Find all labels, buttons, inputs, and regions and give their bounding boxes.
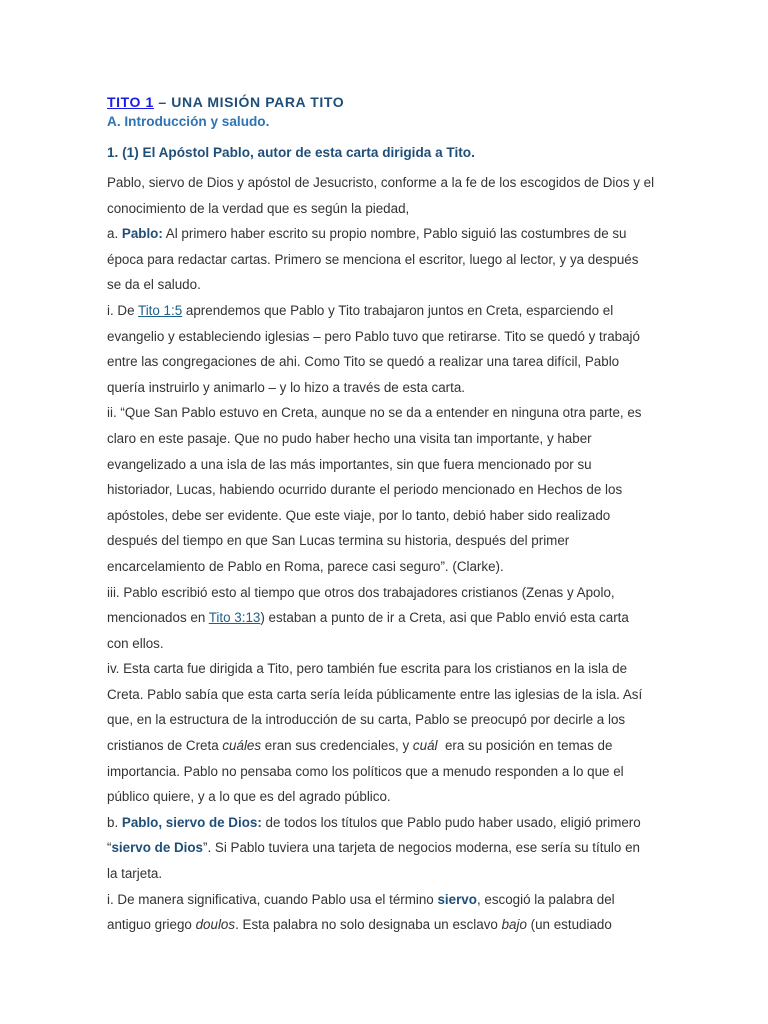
point-a-i-line: evangelio y estableciendo iglesias – pero Pablo tuvo que retirarse. Tito se quedó y trabajó	[107, 328, 640, 344]
verse-line: conocimiento de la verdad que es según la piedad,	[107, 200, 410, 216]
point-a-iv	[107, 656, 668, 810]
reference-link-tito-3-13[interactable]: Tito 3:13	[208, 610, 261, 626]
text-run: de todos los títulos que Pablo pudo haber usado, eligió primero	[261, 814, 641, 830]
point-b-line: la tarjeta.	[107, 866, 163, 882]
text-run: (un estudiado	[526, 917, 612, 933]
point-a-iv-line: Creta. Pablo sabía que esta carta sería leída públicamente entre las iglesias de la isla. Así	[107, 686, 643, 702]
keyword-siervo: siervo	[437, 891, 477, 907]
point-a-iii-line: iii. Pablo escribió esto al tiempo que otros dos trabajadores cristianos (Zenas y Apolo,	[107, 584, 615, 600]
point-a-ii-line: después del tiempo en que San Lucas termina su historia, después del primer	[107, 533, 570, 549]
title-link-tito-1[interactable]: TITO 1	[107, 94, 154, 110]
point-a-ii-line: historiador, Lucas, habiendo ocurrido durante el periodo mencionado en Hechos de los	[107, 482, 623, 498]
point-a-iv-line: iv. Esta carta fue dirigida a Tito, pero también fue escrita para los cristianos en la isla de	[107, 661, 628, 677]
text-run: ) estaban a punto de ir a Creta, asi que Pablo envió esta carta	[260, 610, 629, 626]
keyword-pablo-siervo-de-dios: Pablo, siervo de Dios:	[121, 814, 262, 830]
text-run: , escogió la palabra del	[476, 891, 615, 907]
point-a-ii-line: claro en este pasaje. Que no pudo haber hecho una visita tan importante, y haber	[107, 430, 592, 446]
point-a-iv-line: que, en la estructura de la introducción de su carta, Pablo se preocupó por decirle a los	[107, 712, 626, 728]
text-run: aprendemos que Pablo y Tito trabajaron juntos en Creta, esparciendo el	[182, 302, 614, 318]
point-a-i-line	[107, 298, 668, 324]
point-a-iv-line: importancia. Pablo no pensaba como los políticos que a menudo responden a lo que el	[107, 763, 624, 779]
point-a-iii-line: con ellos.	[107, 635, 164, 651]
point-a-ii	[107, 400, 668, 579]
point-a-line	[107, 221, 668, 247]
point-a-ii-line: encarcelamiento de Pablo en Roma, parece casi seguro”. (Clarke).	[107, 558, 504, 574]
point-a-iii	[107, 580, 668, 657]
point-b-i	[107, 887, 668, 938]
verse-line: Pablo, siervo de Dios y apóstol de Jesucristo, conforme a la fe de los escogidos de Dios y el	[107, 175, 655, 190]
keyword-pablo: Pablo:	[121, 226, 163, 242]
point-a-ii-line: apóstoles, debe ser evidente. Que este viaje, por lo tanto, debió haber sido realizado	[107, 507, 611, 523]
point-b-line	[107, 810, 668, 836]
text-run: i. De	[107, 302, 139, 318]
text-run: . Esta palabra no solo designaba un esclavo	[235, 917, 502, 933]
point-a-i-line: quería instruirlo y animarlo – y lo hizo a través de esta carta.	[107, 379, 465, 395]
text-run: ”. Si Pablo tuviera una tarjeta de negocios moderna, ese sería su título en	[203, 840, 640, 856]
point-a-line: época para redactar cartas. Primero se menciona el escritor, luego al lector, y ya después	[107, 251, 639, 267]
point-a-i	[107, 298, 668, 400]
point-a-iii-line	[107, 605, 668, 631]
point-b-i-line	[107, 912, 668, 938]
emphasis-doulos: doulos	[195, 917, 236, 933]
text-run: Al primero haber escrito su propio nombre, Pablo siguió las costumbres de su	[162, 226, 627, 242]
point-b	[107, 810, 668, 887]
point-b-line	[107, 835, 668, 861]
emphasis-bajo: bajo	[501, 917, 527, 933]
emphasis-cual: cuál	[412, 738, 438, 754]
text-run: antiguo griego	[107, 917, 196, 933]
point-b-i-line	[107, 887, 668, 913]
document-title	[107, 92, 668, 112]
text-run: i. De manera significativa, cuando Pablo usa el término	[107, 891, 438, 907]
point-a-ii-line: evangelizado a una isla de las más importantes, sin que fuera mencionado por su	[107, 456, 592, 472]
point-a-i-line: entre las congregaciones de ahi. Como Tito se quedó a realizar una tarea difícil, Pablo	[107, 354, 620, 370]
verse-text	[107, 170, 668, 221]
point-a-iv-line: público quiere, y a lo que es del agrado público.	[107, 789, 391, 805]
section-subtitle: A. Introducción y saludo.	[107, 114, 270, 129]
point-prefix: b.	[107, 814, 122, 830]
point-a	[107, 221, 668, 298]
text-run: mencionados en	[107, 610, 209, 626]
reference-link-tito-1-5[interactable]: Tito 1:5	[138, 302, 183, 318]
title-text: – UNA MISIÓN PARA TITO	[153, 94, 345, 110]
point-prefix: a.	[107, 226, 122, 242]
text-run: era su posición en temas de	[437, 738, 613, 754]
text-run: cristianos de Creta	[107, 738, 223, 754]
point-a-iv-line	[107, 733, 668, 759]
point-a-line: se da el saludo.	[107, 277, 201, 293]
text-run: eran sus credenciales, y	[261, 738, 413, 754]
emphasis-cuales: cuáles	[222, 738, 262, 754]
section-heading: 1. (1) El Apóstol Pablo, autor de esta carta dirigida a Tito.	[107, 145, 475, 160]
keyword-siervo-de-dios: siervo de Dios	[111, 840, 204, 856]
point-a-ii-line: ii. “Que San Pablo estuvo en Creta, aunque no se da a entender en ninguna otra parte, es	[107, 405, 642, 421]
text-run: “	[107, 840, 112, 856]
